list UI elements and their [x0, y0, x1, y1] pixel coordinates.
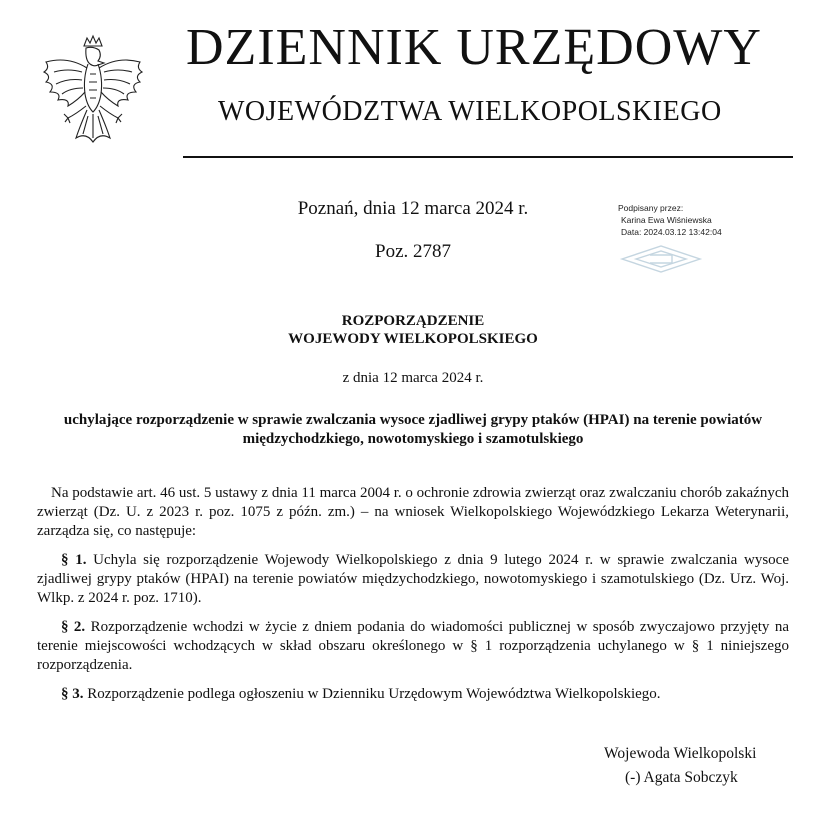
section-1	[37, 551, 789, 608]
section-2-label: § 2.	[61, 619, 86, 635]
section-3	[37, 685, 789, 704]
document-date: z dnia 12 marca 2024 r.	[342, 370, 484, 386]
section-2-text: Rozporządzenie wchodzi w życie z dniem podania do wiadomości publicznej w sposób zwyczajowo przyjęty na terenie miejscowości wchodzących w skład obszaru określonego w § 1 rozporządzenia uchylanego w § 1 niniejszego rozporządzenia.	[37, 619, 789, 673]
masthead-rule	[183, 156, 793, 158]
section-3-label: § 3.	[61, 686, 84, 702]
section-2	[37, 618, 789, 675]
masthead-subtitle: WOJEWÓDZTWA WIELKOPOLSKIEGO	[218, 96, 722, 127]
digital-signature-block	[618, 202, 798, 272]
preamble: Na podstawie art. 46 ust. 5 ustawy z dnia 11 marca 2004 r. o ochronie zdrowia zwierząt oraz zwalczaniu chorób zakaźnych zwierząt (Dz. U. z 2023 r. poz. 1075 z późn. zm.) – na wniosek Wielkopolskiego Wojewódzkiego Lekarza Weterynarii, zarządza się, co następuje:	[37, 485, 789, 539]
document-type	[0, 312, 826, 348]
document-subject: uchylające rozporządzenie w sprawie zwalczania wysoce zjadliwej grypy ptaków (HPAI) na terenie powiatów międzychodzkiego, nowotomyskiego i szamotulskiego	[63, 412, 763, 447]
signature-label: Podpisany przez:	[618, 203, 684, 213]
signature-date: Data: 2024.03.12 13:42:04	[621, 227, 722, 237]
document-body	[37, 484, 789, 714]
signer-role: Wojewoda Wielkopolski	[604, 745, 757, 762]
section-3-text: Rozporządzenie podlega ogłoszeniu w Dzienniku Urzędowym Województwa Wielkopolskiego.	[87, 686, 661, 702]
position-number: Poz. 2787	[375, 241, 451, 262]
signer-block	[604, 742, 756, 790]
place-date: Poznań, dnia 12 marca 2024 r.	[297, 198, 529, 219]
section-1-text: Uchyla się rozporządzenie Wojewody Wielkopolskiego z dnia 9 lutego 2024 r. w sprawie zwalczania wysoce zjadliwej grypy ptaków (HPAI) na terenie powiatów międzychodzkiego, nowotomyskiego i szamotulskiego (Dz. Urz. Woj. Wlkp. z 2024 r. poz. 1710).	[37, 552, 789, 606]
signature-logo-icon	[618, 244, 704, 274]
document-type-line1: ROZPORZĄDZENIE	[341, 313, 485, 329]
signature-name: Karina Ewa Wiśniewska	[621, 215, 712, 225]
document-type-line2: WOJEWODY WIELKOPOLSKIEGO	[288, 331, 538, 347]
polish-eagle-emblem	[38, 34, 148, 146]
section-1-label: § 1.	[61, 552, 87, 568]
signer-name: (-) Agata Sobczyk	[625, 769, 738, 786]
masthead-title: DZIENNIK URZĘDOWY	[186, 19, 762, 76]
